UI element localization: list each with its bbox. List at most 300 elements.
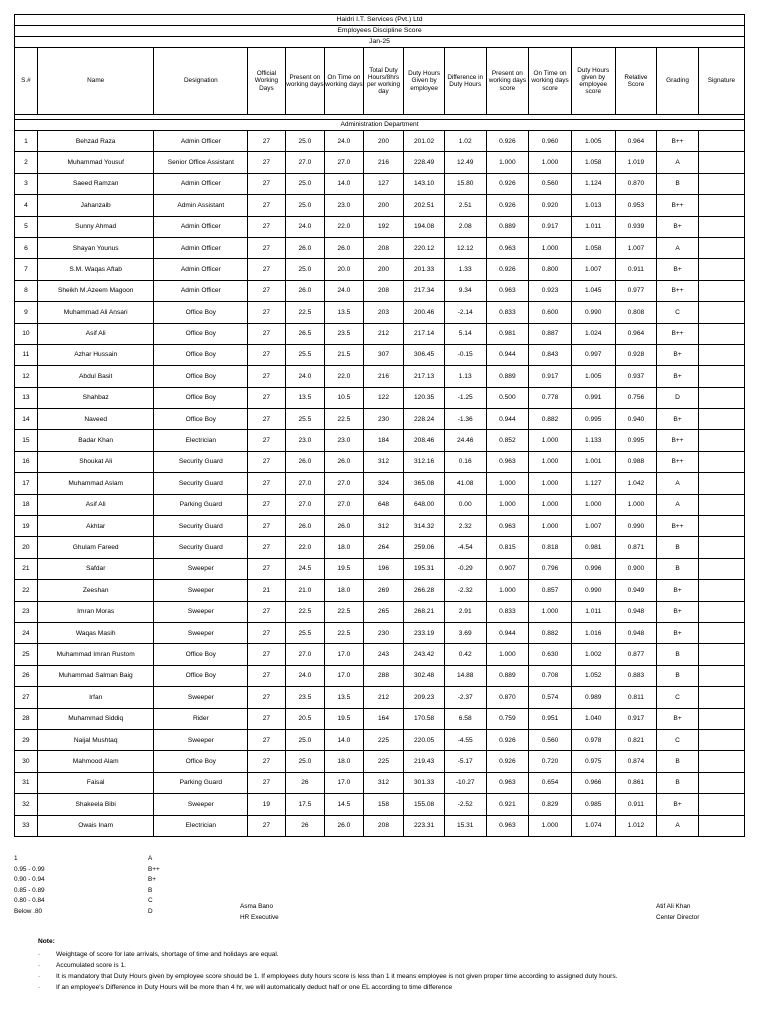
- table-cell: 200: [363, 195, 404, 216]
- table-cell: -5.17: [444, 751, 486, 772]
- table-cell: 20.0: [325, 259, 364, 280]
- table-cell: 27: [248, 344, 285, 365]
- table-cell: [698, 558, 744, 579]
- table-cell: 1.000: [529, 601, 572, 622]
- table-cell: 25.0: [285, 259, 325, 280]
- table-cell: 24.46: [444, 430, 486, 451]
- table-cell: 12.49: [444, 152, 486, 173]
- table-cell: B+: [657, 708, 699, 729]
- table-cell: B+: [657, 259, 699, 280]
- table-cell: -2.52: [444, 794, 486, 815]
- table-cell: Asif Ali: [37, 323, 154, 344]
- table-cell: 0.997: [571, 344, 615, 365]
- table-cell: 23.0: [285, 430, 325, 451]
- table-cell: 27: [248, 772, 285, 793]
- column-header: Designation: [154, 48, 248, 115]
- legend-range: 0.95 - 0.99: [14, 865, 45, 873]
- table-cell: 225: [363, 729, 404, 750]
- table-cell: 195.31: [404, 558, 445, 579]
- table-cell: A: [657, 237, 699, 258]
- table-cell: 0.16: [444, 451, 486, 472]
- table-cell: [698, 494, 744, 515]
- legend-grade: C: [148, 897, 153, 905]
- table-row: [15, 644, 745, 665]
- table-cell: 0.815: [486, 537, 529, 558]
- table-cell: [698, 516, 744, 537]
- table-cell: 0.829: [529, 794, 572, 815]
- table-cell: 25.0: [285, 751, 325, 772]
- table-cell: 27: [248, 323, 285, 344]
- table-cell: 12.12: [444, 237, 486, 258]
- table-cell: 0.937: [615, 366, 657, 387]
- table-cell: 22.5: [285, 302, 325, 323]
- table-cell: 0.574: [529, 687, 572, 708]
- table-cell: 0.560: [529, 173, 572, 194]
- table-cell: 0.975: [571, 751, 615, 772]
- grading-legend: [14, 855, 745, 925]
- table-cell: Faisal: [37, 772, 154, 793]
- table-cell: Office Boy: [154, 344, 248, 365]
- table-row: [15, 729, 745, 750]
- table-cell: Office Boy: [154, 665, 248, 686]
- column-header: Duty Hours given by employee score: [571, 48, 615, 115]
- table-cell: 243.42: [404, 644, 445, 665]
- table-cell: Shoukat Ali: [37, 451, 154, 472]
- table-cell: 9: [15, 302, 38, 323]
- table-row: [15, 131, 745, 152]
- table-cell: [698, 387, 744, 408]
- table-cell: 265: [363, 601, 404, 622]
- table-cell: 33: [15, 815, 38, 836]
- table-cell: 27: [248, 687, 285, 708]
- table-cell: 243: [363, 644, 404, 665]
- table-cell: Muhammad Yousuf: [37, 152, 154, 173]
- table-cell: 10.5: [325, 387, 364, 408]
- table-cell: 0.871: [615, 537, 657, 558]
- table-cell: 0.843: [529, 344, 572, 365]
- table-cell: 0.811: [615, 687, 657, 708]
- table-cell: 0.907: [486, 558, 529, 579]
- table-cell: 22.5: [325, 622, 364, 643]
- table-cell: Mahmood Alam: [37, 751, 154, 772]
- table-cell: B: [657, 558, 699, 579]
- table-cell: B+: [657, 216, 699, 237]
- table-cell: 27: [248, 473, 285, 494]
- table-cell: 0.877: [615, 644, 657, 665]
- table-cell: Sweeper: [154, 687, 248, 708]
- table-cell: 1.042: [615, 473, 657, 494]
- table-cell: 0.977: [615, 280, 657, 301]
- table-cell: 1.074: [571, 815, 615, 836]
- table-cell: 0.889: [486, 366, 529, 387]
- table-cell: 27: [248, 622, 285, 643]
- table-cell: 27.0: [285, 152, 325, 173]
- table-cell: 0.939: [615, 216, 657, 237]
- table-cell: 209.23: [404, 687, 445, 708]
- table-cell: 8: [15, 280, 38, 301]
- table-cell: 0.759: [486, 708, 529, 729]
- discipline-score-table: [14, 14, 745, 837]
- table-cell: 0.870: [615, 173, 657, 194]
- table-cell: 27: [248, 195, 285, 216]
- table-cell: Admin Officer: [154, 173, 248, 194]
- table-row: [15, 622, 745, 643]
- table-cell: 24.0: [285, 366, 325, 387]
- table-cell: [698, 687, 744, 708]
- table-cell: 26.0: [285, 237, 325, 258]
- table-cell: Sweeper: [154, 601, 248, 622]
- table-row: [15, 473, 745, 494]
- column-header: On Time on working days: [325, 48, 364, 115]
- table-cell: 0.926: [486, 729, 529, 750]
- column-header: Duty Hours Given by employee: [404, 48, 445, 115]
- table-cell: [698, 302, 744, 323]
- table-cell: 0.796: [529, 558, 572, 579]
- signatory-right-name: Atif Ali Khan: [656, 903, 691, 910]
- table-cell: 14: [15, 409, 38, 430]
- table-cell: 288: [363, 665, 404, 686]
- table-cell: 26: [15, 665, 38, 686]
- table-cell: 15: [15, 430, 38, 451]
- table-cell: 314.32: [404, 516, 445, 537]
- table-cell: B+: [657, 580, 699, 601]
- table-cell: 27.0: [285, 644, 325, 665]
- table-cell: B+: [657, 794, 699, 815]
- table-cell: Sweeper: [154, 580, 248, 601]
- legend-range: 0.80 - 0.84: [14, 897, 45, 905]
- table-cell: B+: [657, 366, 699, 387]
- legend-range: Below .80: [14, 908, 43, 915]
- table-cell: 13.5: [285, 387, 325, 408]
- table-cell: 27: [248, 644, 285, 665]
- table-cell: -1.36: [444, 409, 486, 430]
- table-cell: B+: [657, 344, 699, 365]
- table-cell: 170.58: [404, 708, 445, 729]
- table-row: [15, 409, 745, 430]
- table-cell: Saeed Ramzan: [37, 173, 154, 194]
- table-cell: Parking Guard: [154, 494, 248, 515]
- table-cell: Naijal Mushtaq: [37, 729, 154, 750]
- table-row: [15, 152, 745, 173]
- table-cell: 3: [15, 173, 38, 194]
- table-cell: 27: [248, 302, 285, 323]
- table-cell: 201.33: [404, 259, 445, 280]
- table-cell: 17.0: [325, 644, 364, 665]
- table-cell: 1.000: [615, 494, 657, 515]
- legend-grade: B: [148, 886, 153, 894]
- table-cell: Behzad Raza: [37, 131, 154, 152]
- column-header: S.#: [15, 48, 38, 115]
- table-cell: 1.000: [529, 152, 572, 173]
- table-cell: 200: [363, 131, 404, 152]
- table-cell: [698, 323, 744, 344]
- table-cell: 208: [363, 815, 404, 836]
- note-text: Accumulated score is 1.: [56, 962, 126, 969]
- table-cell: 21: [248, 580, 285, 601]
- signatory-left-name: Asma Bano: [240, 903, 274, 910]
- table-cell: 259.06: [404, 537, 445, 558]
- table-cell: B: [657, 537, 699, 558]
- table-cell: Waqas Masih: [37, 622, 154, 643]
- table-cell: 24.0: [285, 665, 325, 686]
- table-cell: 216: [363, 366, 404, 387]
- table-cell: 0.990: [571, 580, 615, 601]
- table-cell: Irfan: [37, 687, 154, 708]
- table-cell: 127: [363, 173, 404, 194]
- table-cell: 0.600: [529, 302, 572, 323]
- table-cell: B: [657, 772, 699, 793]
- table-cell: 0.963: [486, 815, 529, 836]
- table-cell: Electrician: [154, 430, 248, 451]
- table-cell: 15.80: [444, 173, 486, 194]
- table-cell: 0.917: [529, 216, 572, 237]
- table-cell: 25.0: [285, 195, 325, 216]
- table-cell: 228.24: [404, 409, 445, 430]
- table-cell: Rider: [154, 708, 248, 729]
- table-cell: 1.000: [529, 516, 572, 537]
- table-cell: 26.5: [285, 323, 325, 344]
- table-cell: B+: [657, 409, 699, 430]
- table-cell: -4.55: [444, 729, 486, 750]
- table-cell: 1.002: [571, 644, 615, 665]
- table-cell: Akhtar: [37, 516, 154, 537]
- table-cell: Admin Officer: [154, 237, 248, 258]
- table-cell: 1.045: [571, 280, 615, 301]
- table-cell: 17: [15, 473, 38, 494]
- table-cell: 19.5: [325, 708, 364, 729]
- table-cell: 27: [248, 280, 285, 301]
- table-cell: 24.0: [325, 131, 364, 152]
- table-cell: 200.46: [404, 302, 445, 323]
- table-cell: 27: [248, 729, 285, 750]
- table-row: [15, 366, 745, 387]
- table-row: [15, 387, 745, 408]
- table-cell: 0.981: [486, 323, 529, 344]
- table-cell: Muhammad Imran Rustom: [37, 644, 154, 665]
- table-cell: 2.51: [444, 195, 486, 216]
- table-cell: 1.052: [571, 665, 615, 686]
- table-cell: 41.08: [444, 473, 486, 494]
- table-cell: [698, 344, 744, 365]
- table-cell: 306.45: [404, 344, 445, 365]
- column-header: Present on working days score: [486, 48, 529, 115]
- table-cell: 12: [15, 366, 38, 387]
- column-header: Relative Score: [615, 48, 657, 115]
- table-cell: 10: [15, 323, 38, 344]
- table-cell: 648: [363, 494, 404, 515]
- table-cell: 27: [248, 259, 285, 280]
- table-cell: 24.0: [285, 216, 325, 237]
- table-cell: 0.940: [615, 409, 657, 430]
- table-cell: 201.02: [404, 131, 445, 152]
- table-cell: B++: [657, 195, 699, 216]
- table-cell: 0.990: [615, 516, 657, 537]
- report-title: Employees Discipline Score: [15, 26, 745, 37]
- table-cell: 0.996: [571, 558, 615, 579]
- table-cell: 203: [363, 302, 404, 323]
- bullet-icon: ·: [38, 984, 41, 991]
- table-cell: Security Guard: [154, 537, 248, 558]
- table-cell: Muhammad Aslam: [37, 473, 154, 494]
- table-cell: 0.917: [529, 366, 572, 387]
- table-cell: [698, 216, 744, 237]
- column-header: Official Working Days: [248, 48, 285, 115]
- employee-rows: [15, 131, 745, 837]
- table-cell: 27.0: [325, 152, 364, 173]
- table-cell: -1.25: [444, 387, 486, 408]
- table-cell: 23.0: [325, 195, 364, 216]
- table-cell: 27: [248, 366, 285, 387]
- column-header: Signature: [698, 48, 744, 115]
- table-cell: 27: [15, 687, 38, 708]
- table-cell: 1.016: [571, 622, 615, 643]
- table-row: [15, 558, 745, 579]
- table-cell: 0.00: [444, 494, 486, 515]
- table-cell: 7: [15, 259, 38, 280]
- table-cell: Azhar Hussain: [37, 344, 154, 365]
- table-cell: 27: [248, 708, 285, 729]
- table-cell: 0.948: [615, 622, 657, 643]
- table-cell: 29: [15, 729, 38, 750]
- table-cell: 27.0: [325, 494, 364, 515]
- table-cell: 0.870: [486, 687, 529, 708]
- bullet-icon: ·: [38, 962, 41, 969]
- table-cell: 22.0: [285, 537, 325, 558]
- table-cell: 27: [248, 409, 285, 430]
- table-cell: 0.42: [444, 644, 486, 665]
- table-cell: Sweeper: [154, 794, 248, 815]
- table-cell: 26: [285, 772, 325, 793]
- table-cell: 225: [363, 751, 404, 772]
- table-cell: 21.5: [325, 344, 364, 365]
- column-header: Difference in Duty Hours: [444, 48, 486, 115]
- table-cell: [698, 409, 744, 430]
- table-cell: 0.963: [486, 280, 529, 301]
- table-cell: B: [657, 751, 699, 772]
- table-cell: [698, 152, 744, 173]
- table-cell: 20.5: [285, 708, 325, 729]
- table-row: [15, 794, 745, 815]
- table-cell: 30: [15, 751, 38, 772]
- table-cell: 0.800: [529, 259, 572, 280]
- table-cell: [698, 772, 744, 793]
- note-text: Weightage of score for late arrivals, shortage of time and holidays are equal.: [56, 951, 279, 958]
- table-row: [15, 237, 745, 258]
- table-row: [15, 195, 745, 216]
- table-cell: 18.0: [325, 580, 364, 601]
- table-cell: 28: [15, 708, 38, 729]
- table-cell: 0.944: [486, 344, 529, 365]
- table-cell: Office Boy: [154, 409, 248, 430]
- legend-grade: B++: [148, 865, 160, 873]
- table-cell: [698, 473, 744, 494]
- table-cell: 0.808: [615, 302, 657, 323]
- table-cell: 1.012: [615, 815, 657, 836]
- table-row: [15, 494, 745, 515]
- table-cell: 13: [15, 387, 38, 408]
- table-cell: 220.05: [404, 729, 445, 750]
- table-cell: Shayan Younus: [37, 237, 154, 258]
- table-cell: 312.16: [404, 451, 445, 472]
- legend-grade: D: [148, 908, 153, 915]
- table-cell: Asif Ali: [37, 494, 154, 515]
- table-cell: 0.630: [529, 644, 572, 665]
- table-cell: Jahanzaib: [37, 195, 154, 216]
- table-cell: 0.995: [571, 409, 615, 430]
- table-cell: 0.963: [486, 772, 529, 793]
- table-cell: Sweeper: [154, 729, 248, 750]
- table-cell: 0.818: [529, 537, 572, 558]
- table-cell: B++: [657, 323, 699, 344]
- table-cell: 365.08: [404, 473, 445, 494]
- table-cell: 0.966: [571, 772, 615, 793]
- table-cell: Office Boy: [154, 366, 248, 387]
- table-cell: 0.833: [486, 302, 529, 323]
- table-cell: 217.14: [404, 323, 445, 344]
- table-cell: 18.0: [325, 537, 364, 558]
- table-cell: 0.889: [486, 665, 529, 686]
- table-cell: 19: [248, 794, 285, 815]
- table-cell: 301.33: [404, 772, 445, 793]
- table-cell: B++: [657, 516, 699, 537]
- table-row: [15, 537, 745, 558]
- table-row: [15, 173, 745, 194]
- table-cell: 1: [15, 131, 38, 152]
- note-item: [38, 982, 738, 993]
- table-cell: 23.0: [325, 430, 364, 451]
- table-cell: Senior Office Assistant: [154, 152, 248, 173]
- table-cell: 1.124: [571, 173, 615, 194]
- table-cell: 196: [363, 558, 404, 579]
- table-cell: 217.13: [404, 366, 445, 387]
- table-row: [15, 451, 745, 472]
- table-cell: 219.43: [404, 751, 445, 772]
- table-cell: 194.08: [404, 216, 445, 237]
- table-cell: 26.0: [285, 451, 325, 472]
- table-cell: D: [657, 387, 699, 408]
- table-cell: 0.917: [615, 708, 657, 729]
- table-cell: Office Boy: [154, 644, 248, 665]
- table-cell: C: [657, 687, 699, 708]
- table-cell: [698, 131, 744, 152]
- table-cell: -2.37: [444, 687, 486, 708]
- table-cell: 0.981: [571, 537, 615, 558]
- table-cell: Safdar: [37, 558, 154, 579]
- table-cell: [698, 537, 744, 558]
- table-cell: 312: [363, 772, 404, 793]
- table-row: [15, 216, 745, 237]
- table-cell: 26.0: [285, 516, 325, 537]
- table-cell: 16: [15, 451, 38, 472]
- table-cell: 25.5: [285, 344, 325, 365]
- table-cell: 1.011: [571, 601, 615, 622]
- table-cell: 143.10: [404, 173, 445, 194]
- table-cell: 26: [285, 815, 325, 836]
- table-cell: [698, 580, 744, 601]
- table-cell: 27: [248, 558, 285, 579]
- table-row: [15, 302, 745, 323]
- table-cell: Security Guard: [154, 473, 248, 494]
- table-cell: 0.944: [486, 622, 529, 643]
- table-cell: 155.08: [404, 794, 445, 815]
- table-cell: 233.19: [404, 622, 445, 643]
- table-cell: 14.0: [325, 729, 364, 750]
- table-cell: Abdul Basit: [37, 366, 154, 387]
- table-cell: 269: [363, 580, 404, 601]
- table-cell: Office Boy: [154, 751, 248, 772]
- table-cell: 22.0: [325, 216, 364, 237]
- table-cell: 27: [248, 173, 285, 194]
